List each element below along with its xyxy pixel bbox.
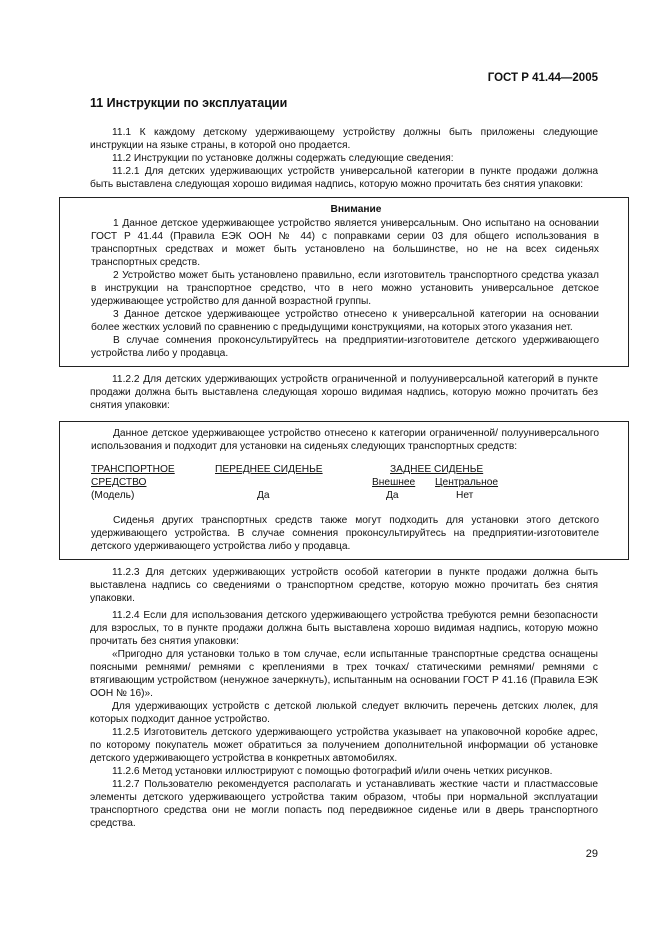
notice-box-restricted	[59, 421, 629, 560]
table-col-vehicle-line2: СРЕДСТВО	[91, 477, 147, 488]
page-number: 29	[585, 848, 598, 860]
table-col-vehicle-model: (Модель)	[91, 490, 135, 501]
table-col-rear-outer: Внешнее	[372, 477, 416, 488]
table-rear-center-value: Нет	[456, 490, 474, 501]
document-header: ГОСТ Р 41.44—2005	[487, 72, 598, 84]
warning-item-1: 1 Данное детское удерживающее устройство является универсальным. Оно испытано на основании ГОСТ Р 41.44 (Правила ЕЭК ООН № 44) с поправками серии 03 для общего использования в транспортных средствах и может быть установлено на большинстве, но не на всех сиденьях транспортных средств.	[91, 218, 599, 268]
paragraph-11-2-4-quote: «Пригодно для установки только в том случае, если испытанные транспортные средства оснащены поясными ремнями/ ремнями с креплениями в трех точках/ статическими ремнями/ ремнями с втягивающим устройством (ненужное зачеркнуть), испытанным на основании ГОСТ Р 41.16 (Правила ЕЭК ООН № 16)».	[90, 649, 598, 699]
table-col-front-seat: ПЕРЕДНЕЕ СИДЕНЬЕ	[215, 464, 323, 475]
warning-box-universal	[59, 197, 629, 367]
page-content	[90, 96, 598, 830]
warning-item-2: 2 Устройство может быть установлено правильно, если изготовитель транспортного средства указал в инструкции на транспортное средство, что в него можно установить универсальное детское удерживающее устройство для данной возрастной группы.	[91, 270, 599, 307]
warning-box-title: Внимание	[330, 204, 382, 215]
table-rear-outer-value: Да	[386, 490, 399, 501]
table-col-vehicle-line1: ТРАНСПОРТНОЕ	[91, 464, 175, 475]
table-front-seat-value: Да	[257, 490, 270, 501]
paragraph-11-2-4: 11.2.4 Если для использования детского удерживающего устройства требуются ремни безопасности для взрослых, то в пункте продажи должна быть выставлена хорошо видимая надпись, которую можно прочитать без снятия упаковки:	[90, 610, 598, 647]
vehicle-table	[91, 463, 599, 505]
paragraph-11-2-1: 11.2.1 Для детских удерживающих устройств универсальной категории в пункте продажи должна быть выставлена следующая хорошо видимая надпись, которую можно прочитать без снятия упаковки:	[90, 166, 598, 190]
paragraph-11-2-2: 11.2.2 Для детских удерживающих устройств ограниченной и полууниверсальной категорий в пункте продажи должна быть выставлена следующая хорошо видимая надпись, которую можно прочитать без снятия упаковки:	[90, 374, 598, 411]
paragraph-11-1: 11.1 К каждому детскому удерживающему устройству должны быть приложены следующие инструкции на языке страны, в которой оно продается.	[90, 127, 598, 151]
paragraph-11-2: 11.2 Инструкции по установке должны содержать следующие сведения:	[112, 153, 454, 164]
paragraph-11-2-7: 11.2.7 Пользователю рекомендуется располагать и устанавливать жесткие части и пластмассовые элементы детского удерживающего устройства таким образом, чтобы при нормальной эксплуатации транспортного средства они не могли попасть под передвижное сиденье или в дверь транспортного средства.	[90, 779, 598, 829]
paragraph-11-2-4-cradle: Для удерживающих устройств с детской люлькой следует включить перечень детских люлек, для которых подходит данное устройство.	[90, 701, 598, 725]
paragraph-11-2-5: 11.2.5 Изготовитель детского удерживающего устройства указывает на упаковочной коробке адрес, по которому покупатель может обратиться за получением дополнительной информации об установке детского удерживающего устройства в конкретных автомобилях.	[90, 727, 598, 764]
table-col-rear-seat: ЗАДНЕЕ СИДЕНЬЕ	[390, 464, 484, 475]
notice-footer: Сиденья других транспортных средств также могут подходить для установки этого детского удерживающего устройства. В случае сомнения проконсультируйтесь на предприятии-изготовителе детского удерживающего устройства либо у продавца.	[91, 515, 599, 552]
notice-intro: Данное детское удерживающее устройство отнесено к категории ограниченной/ полууниверсального использования и подходит для установки на сиденьях следующих транспортных средств:	[91, 428, 599, 452]
table-col-rear-center: Центральное	[435, 477, 499, 488]
warning-item-3: 3 Данное детское удерживающее устройство отнесено к универсальной категории на основании более жестких условий по сравнению с предыдущими конструкциями, на которых этого указания нет.	[91, 309, 599, 333]
paragraph-11-2-3: 11.2.3 Для детских удерживающих устройств особой категории в пункте продажи должна быть выставлена надпись со сведениями о транспортном средстве, которую можно прочитать без снятия упаковки.	[90, 567, 598, 604]
warning-item-4: В случае сомнения проконсультируйтесь на предприятии-изготовителе детского удерживающего устройства либо у продавца.	[91, 335, 599, 359]
section-title: 11 Инструкции по эксплуатации	[90, 96, 288, 110]
paragraph-11-2-6: 11.2.6 Метод установки иллюстрируют с помощью фотографий и/или очень четких рисунков.	[112, 766, 553, 777]
